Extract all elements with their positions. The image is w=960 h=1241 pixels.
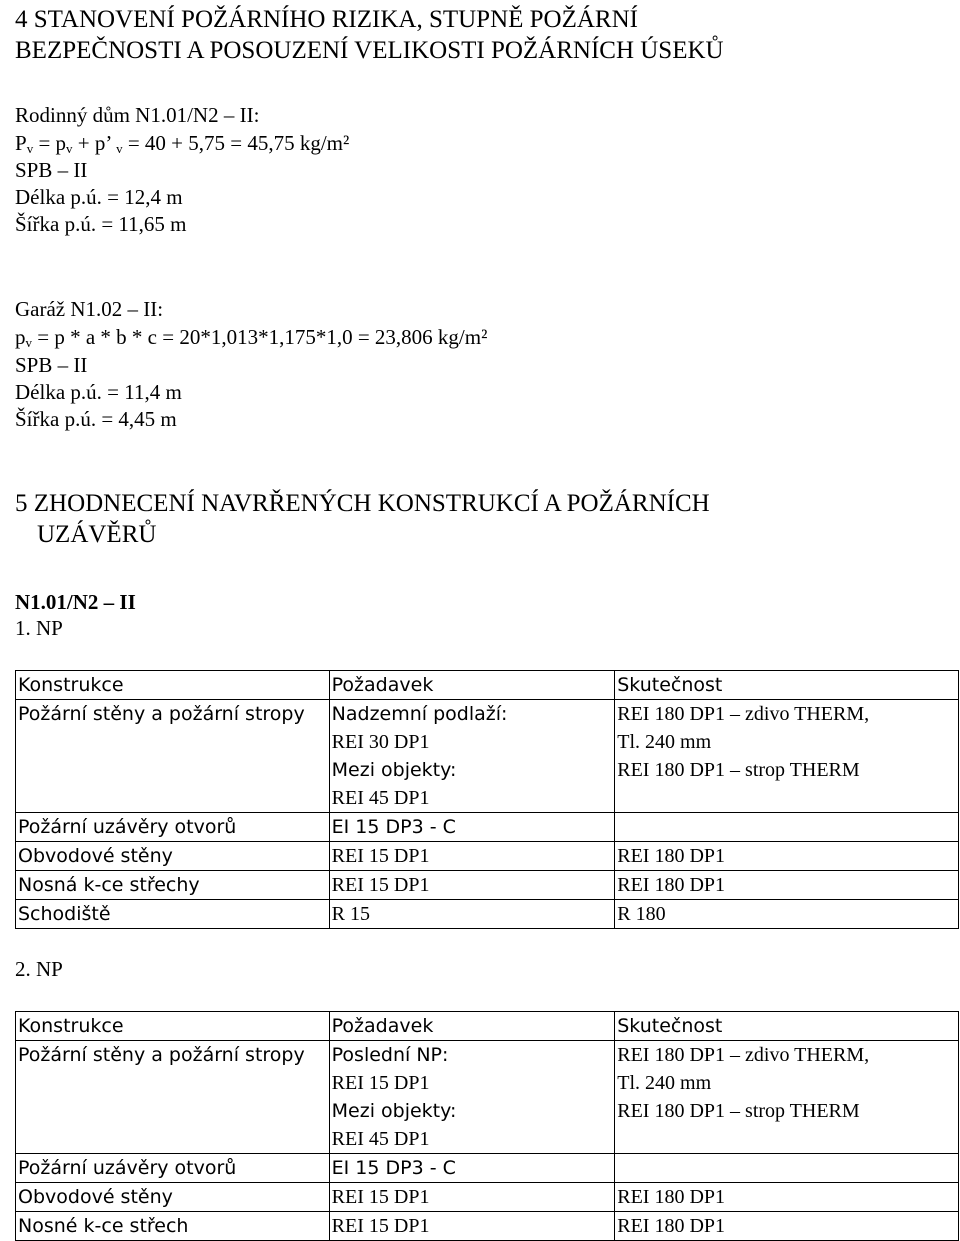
cell-requirement: Poslední NP: REI 15 DP1 Mezi objekty: REI 45 DP1 [329, 1041, 615, 1154]
house-spb: SPB – II [15, 158, 88, 182]
cell-construction: Požární stěny a požární stropy [16, 1041, 330, 1154]
table-header-row [16, 1012, 959, 1041]
cell-actual: REI 180 DP1 [615, 842, 959, 871]
table-header-row [16, 671, 959, 700]
cell-actual [615, 1154, 959, 1183]
house-length: Délka p.ú. = 12,4 m [15, 185, 183, 209]
section-5-heading-line1: 5 ZHODNECENÍ NAVRŘENÝCH KONSTRUKCÍ A POŽÁRNÍCH [15, 490, 710, 517]
cell-actual [615, 813, 959, 842]
header-actual: Skutečnost [615, 671, 959, 700]
cell-actual: REI 180 DP1 [615, 1212, 959, 1241]
unit-label: N1.01/N2 – II [15, 590, 136, 614]
header-construction: Konstrukce [16, 1012, 330, 1041]
garage-spb: SPB – II [15, 353, 88, 377]
cell-construction: Schodiště [16, 900, 330, 929]
cell-actual: REI 180 DP1 – zdivo THERM, Tl. 240 mm REI 180 DP1 – strop THERM [615, 1041, 959, 1154]
cell-actual: R 180 [615, 900, 959, 929]
cell-requirement: REI 15 DP1 [329, 1212, 615, 1241]
section-5-heading-line2: UZÁVĚRŮ [37, 521, 157, 548]
house-formula: $P_v = p_v + p$’ $_v$ = 40 + 5,75 = 45,75 kg/m² [15, 131, 350, 156]
cell-requirement: REI 15 DP1 [329, 1183, 615, 1212]
header-requirement: Požadavek [329, 671, 615, 700]
garage-formula: $p_v = p * a * b * c = 20*1,013*1,175*1,0 = 23,806$ kg/m² [15, 325, 488, 350]
table-row [16, 1183, 959, 1212]
cell-requirement: Nadzemní podlaží: REI 30 DP1 Mezi objekty: REI 45 DP1 [329, 700, 615, 813]
floor2-label: 2. NP [15, 957, 63, 981]
table-row [16, 900, 959, 929]
cell-requirement: REI 15 DP1 [329, 842, 615, 871]
table-row [16, 1041, 959, 1154]
cell-construction: Požární uzávěry otvorů [16, 813, 330, 842]
header-actual: Skutečnost [615, 1012, 959, 1041]
table-row [16, 1212, 959, 1241]
cell-construction: Požární uzávěry otvorů [16, 1154, 330, 1183]
cell-requirement: REI 15 DP1 [329, 871, 615, 900]
table-row [16, 813, 959, 842]
house-title: Rodinný dům N1.01/N2 – II: [15, 103, 260, 127]
table-row [16, 1154, 959, 1183]
table-row [16, 842, 959, 871]
garage-width: Šířka p.ú. = 4,45 m [15, 407, 177, 431]
house-width: Šířka p.ú. = 11,65 m [15, 212, 187, 236]
garage-title: Garáž N1.02 – II: [15, 297, 164, 321]
section-5-heading [15, 488, 710, 550]
garage-length: Délka p.ú. = 11,4 m [15, 380, 182, 404]
cell-construction: Nosná k-ce střechy [16, 871, 330, 900]
cell-construction: Obvodové stěny [16, 1183, 330, 1212]
table-row [16, 871, 959, 900]
floor1-table [15, 670, 959, 929]
cell-requirement: R 15 [329, 900, 615, 929]
cell-requirement: EI 15 DP3 - C [329, 813, 615, 842]
header-requirement: Požadavek [329, 1012, 615, 1041]
cell-requirement: EI 15 DP3 - C [329, 1154, 615, 1183]
cell-actual: REI 180 DP1 [615, 871, 959, 900]
floor1-label: 1. NP [15, 616, 63, 640]
cell-construction: Požární stěny a požární stropy [16, 700, 330, 813]
cell-construction: Nosné k-ce střech [16, 1212, 330, 1241]
cell-construction: Obvodové stěny [16, 842, 330, 871]
floor2-table [15, 1011, 959, 1241]
section-4-heading-line2: BEZPEČNOSTI A POSOUZENÍ VELIKOSTI POŽÁRNÍCH ÚSEKŮ [15, 37, 724, 64]
table-row [16, 700, 959, 813]
section-4-heading-line1: 4 STANOVENÍ POŽÁRNÍHO RIZIKA, STUPNĚ POŽÁRNÍ [15, 6, 638, 33]
header-construction: Konstrukce [16, 671, 330, 700]
cell-actual: REI 180 DP1 – zdivo THERM, Tl. 240 mm REI 180 DP1 – strop THERM [615, 700, 959, 813]
cell-actual: REI 180 DP1 [615, 1183, 959, 1212]
section-4-heading [15, 4, 945, 66]
